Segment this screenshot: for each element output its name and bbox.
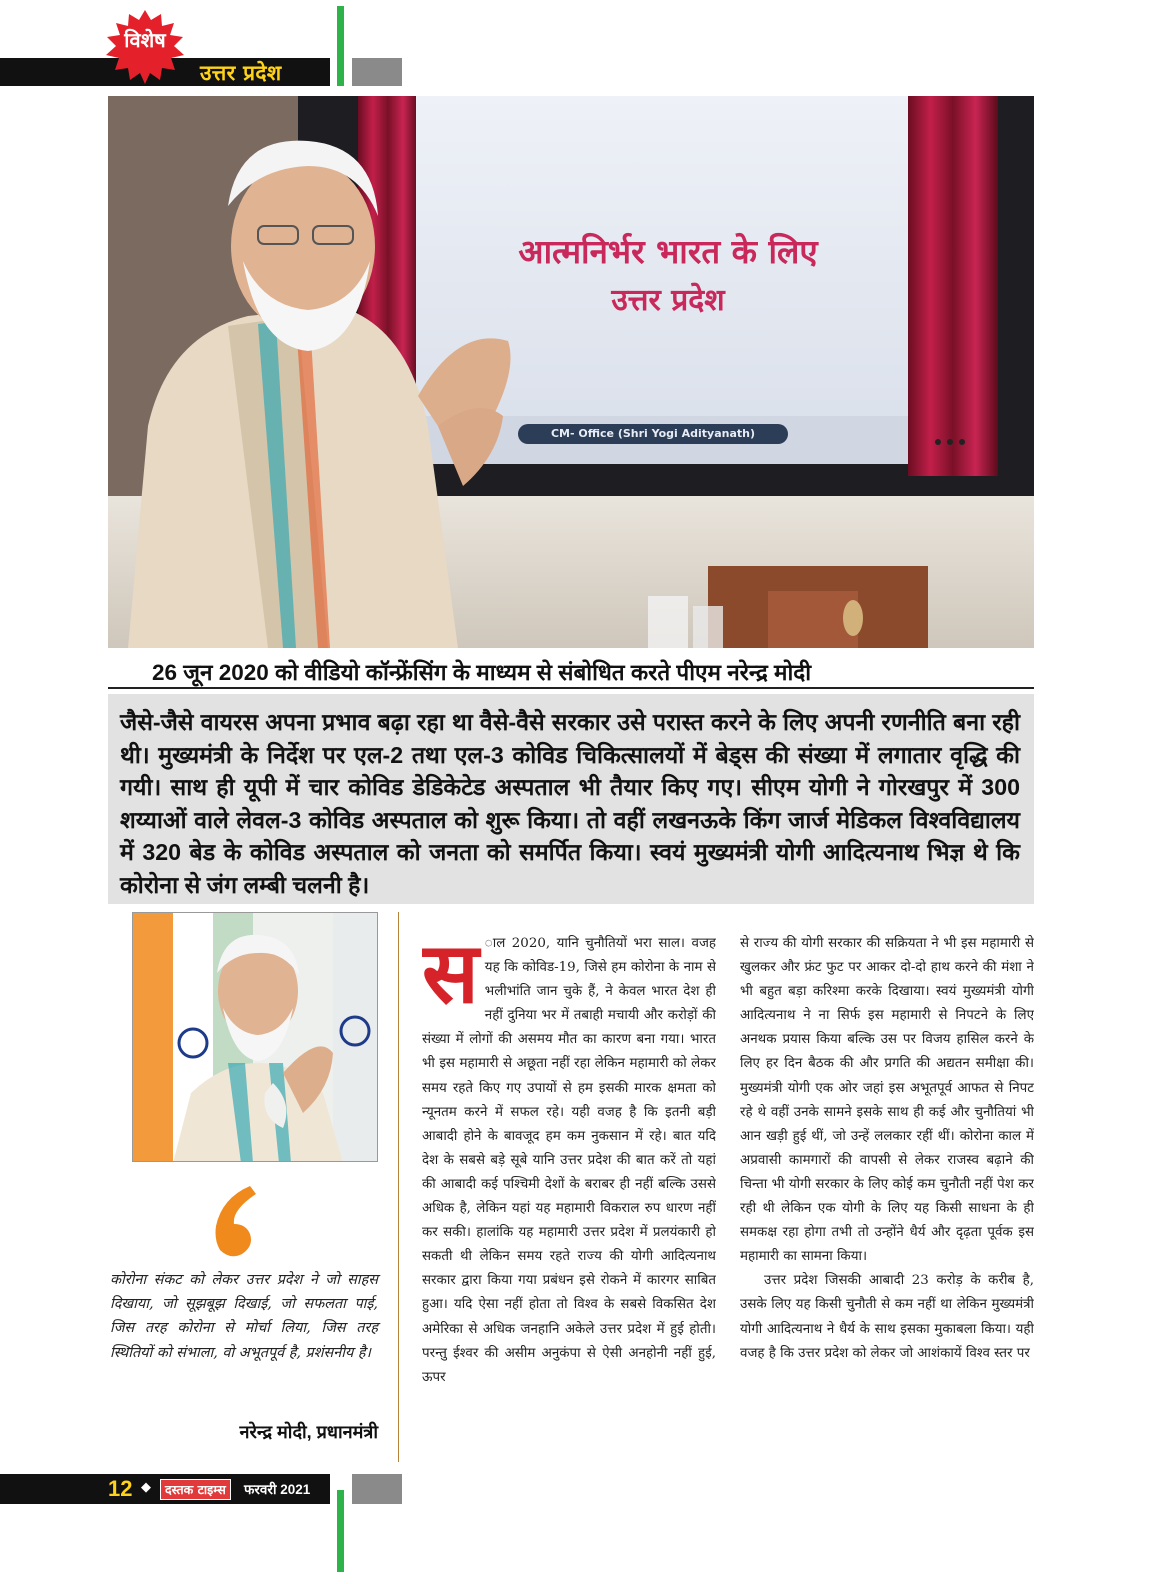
article-column-1: [422, 932, 716, 1462]
header-green-rule: [337, 6, 344, 86]
pull-quote: कोरोना संकट को लेकर उत्तर प्रदेश ने जो साहस दिखाया, जो सूझबूझ दिखाई, जो सफलता पाई, जिस तरह कोरोना से मोर्चा लिया, जिस तरह स्थितियों को संभाला, वो अभूतपूर्व है, प्रशंसनीय है।: [110, 1272, 378, 1361]
column-divider: [398, 912, 399, 1462]
article-paragraph-3: उत्तर प्रदेश जिसकी आबादी 23 करोड़ के करीब है, उसके लिए यह किसी चुनौती से कम नहीं था लेकिन मुख्यमंत्री योगी आदित्यनाथ ने धैर्य के साथ इसका मुकाबला किया। यही वजह है कि उत्तर प्रदेश को लेकर जो आशंकायें विश्व स्तर पर: [740, 1273, 1034, 1361]
caption-divider: [108, 687, 1034, 689]
vishesh-badge: [104, 10, 186, 84]
intro-box: [108, 694, 1034, 904]
article-paragraph-1: ाल 2020, यानि चुनौतियों भरा साल। वजह यह कि कोविड-19, जिसे हम कोरोना के नाम से भलीभांति जान चुके हैं, ने केवल भारत देश ही नहीं दुनिया भर में तबाही मचायी और करोड़ों की संख्या में लोगों की असमय मौत का कारण बना गया। भारत भी इस महामारी से अछूता नहीं रहा लेकिन महामारी को लेकर समय रहते किए गए उपायों से हम इसकी मारक क्षमता को न्यूनतम करने में सफल रहे। यही वजह है कि इतनी बड़ी आबादी होने के बावजूद हम कम नुकसान में रहे। बात यदि देश के सबसे बड़े सूबे यानि उत्तर प्रदेश की बात करें तो यहां की आबादी कई पश्चिमी देशों के बराबर ही नहीं बल्कि उससे अधिक है, लेकिन यहां यह महामारी विकराल रुप धारण नहीं कर सकी। हालांकि यह महामारी उत्तर प्रदेश में प्रलयंकारी हो सकती थी लेकिन समय रहते राज्य की योगी आदित्यनाथ सरकार द्वारा किया गया प्रबंधन इसे रोकने में कारगर साबित हुआ। यदि ऐसा नहीं होता तो विश्व के सबसे विकसित देश अमेरिका से अधिक जनहानि अकेले उत्तर प्रदेश में हुई होती। परन्तु ईश्वर की असीम अनुकंपा से ऐसी अनहोनी नहीं हुई, ऊपर: [422, 936, 716, 1385]
magazine-logo: दस्तक टाइम्स: [160, 1479, 231, 1500]
page-number: 12: [108, 1476, 133, 1501]
issue-date: फरवरी 2021: [244, 1482, 311, 1497]
screen-title-line1: आत्मनिर्भर भारत के लिए: [518, 232, 818, 271]
drop-cap: स: [422, 932, 479, 1022]
quote-author: नरेन्द्र मोदी, प्रधानमंत्री: [239, 1422, 378, 1442]
screen-title-line2: उत्तर प्रदेश: [611, 283, 725, 318]
intro-text: जैसे-जैसे वायरस अपना प्रभाव बढ़ा रहा था वैसे-वैसे सरकार उसे परास्त करने के लिए अपनी रणनीति बना रही थी। मुख्यमंत्री के निर्देश पर एल-2 तथा एल-3 कोविड चिकित्सालयों में बेड्स की संख्या में लगातार वृद्धि की गयी। साथ ही यूपी में चार कोविड डेडिकेटेड अस्पताल भी तैयार किए गए। सीएम योगी ने गोरखपुर में 300 शय्याओं वाले लेवल-3 कोविड अस्पताल को शुरू किया। तो वहीं लखनऊके किंग जार्ज मेडिकल विश्वविद्यालय में 320 बेड के कोविड अस्पताल को जनता को समर्पित किया। स्वयं मुख्यमंत्री योगी आदित्यनाथ भिज्ञ थे कि कोरोना से जंग लम्बी चलनी है।: [120, 709, 1020, 898]
article-column-2: [740, 932, 1034, 1462]
badge-label: विशेष: [124, 28, 166, 52]
header-grey-block: [352, 58, 402, 86]
photo-caption: 26 जून 2020 को वीडियो कॉन्फ्रेंसिंग के माध्यम से संबोधित करते पीएम नरेन्द्र मोदी: [152, 660, 812, 685]
footer-green-rule: [337, 1490, 344, 1572]
sidebar-photo: [132, 912, 378, 1162]
portrait-illustration: [133, 913, 378, 1162]
section-title: उत्तर प्रदेश: [200, 60, 282, 85]
screen-participant-tag: CM- Office (Shri Yogi Adityanath): [518, 424, 788, 444]
article-paragraph-2: से राज्य की योगी सरकार की सक्रियता ने भी इस महामारी से खुलकर और फ्रंट फुट पर आकर दो-दो हाथ करने की मंशा ने भी बहुत बड़ा करिश्मा करके दिखाया। स्वयं मुख्यमंत्री योगी आदित्यनाथ ने ना सिर्फ इस महामारी से निपटने के लिए अनथक प्रयास किया बल्कि उस पर विजय हासिल करने के लिए हर दिन बैठक की और प्रगति की अद्यतन समीक्षा की। मुख्यमंत्री योगी एक ओर जहां इस अभूतपूर्व आफत से निपट रहे थे वहीं उनके सामने इसके साथ ही कई और चुनौतियां भी आन खड़ी हुई थीं, जो उन्हें ललकार रहीं थीं। कोरोना काल में अप्रवासी कामगारों की वापसी से लेकर राजस्व बढ़ाने की चिन्ता भी योगी सरकार के लिए कोई कम चुनौती नहीं पेश कर रही थी लेकिन एक योगी के लिए यह किसी साधना के ही समकक्ष रहा होगा तभी तो उन्होंने धैर्य और दृढ़ता पूर्वक इस महामारी का सामना किया।: [740, 936, 1034, 1265]
quote-icon: [200, 1180, 264, 1260]
diamond-icon: ◆: [141, 1480, 151, 1495]
footer-grey-block: [352, 1474, 402, 1504]
hero-illustration: [108, 96, 1034, 648]
hero-photo: [108, 96, 1034, 648]
